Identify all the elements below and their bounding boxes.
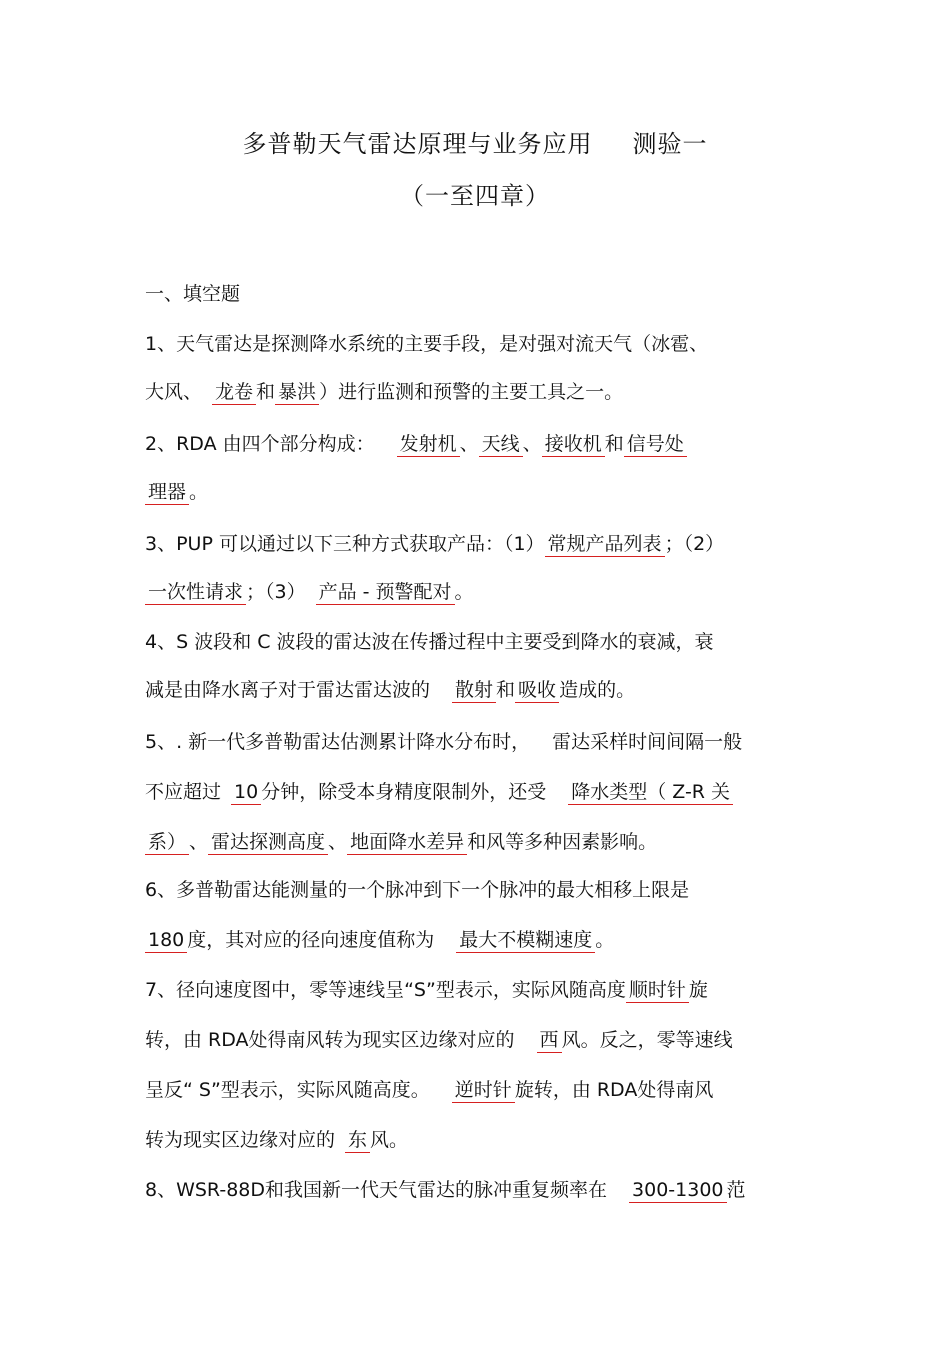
q8-line1 [145, 1176, 810, 1204]
q8-answer-1: 300-1300 [629, 1178, 726, 1203]
q7-text: 呈反“ S”型表示，实际风随高度。 [145, 1079, 430, 1101]
q4-text: 4、S 波段和 C 波段的雷达波在传播过程中主要受到降水的衰减，衰 [145, 631, 714, 653]
q5-line3 [145, 828, 810, 856]
q6-line1 [145, 876, 810, 904]
q4-line1 [145, 628, 810, 656]
q3-line1 [145, 530, 810, 558]
q2-answer-1: 发射机 [397, 432, 460, 457]
q5-text: 、 [189, 831, 209, 853]
q7-answer-2: 西 [537, 1028, 562, 1053]
q3-answer-3: 产品 - 预警配对 [316, 580, 455, 605]
doc-title-test: 测验一 [632, 130, 708, 158]
q8-text: 8、WSR-88D和我国新一代天气雷达的脉冲重复频率在 [145, 1179, 608, 1201]
q4-text: 造成的。 [559, 679, 636, 701]
q5-text: 不应超过 [145, 781, 222, 803]
q5-text: 5、. 新一代多普勒雷达估测累计降水分布时， [145, 731, 531, 753]
q4-text: 和 [496, 679, 516, 701]
q5-answer-1: 10 [231, 780, 261, 805]
q1-text: 1、天气雷达是探测降水系统的主要手段，是对强对流天气（冰雹、 [145, 333, 709, 355]
q2-text: 2、RDA 由四个部分构成： [145, 433, 375, 455]
q1-text: 和 [256, 381, 276, 403]
q7-text: 转，由 RDA处得南风转为现实区边缘对应的 [145, 1029, 515, 1051]
q7-line4 [145, 1126, 810, 1154]
q7-answer-3: 逆时针 [452, 1078, 515, 1103]
q2-text: 、 [522, 433, 542, 455]
q1-answer-2: 暴洪 [275, 380, 319, 405]
section-heading: 一、填空题 [145, 283, 241, 305]
q3-line2 [145, 578, 810, 606]
q2-line1 [145, 430, 810, 458]
q6-answer-2: 最大不模糊速度 [456, 928, 595, 953]
q4-line2 [145, 676, 810, 704]
q1-line1 [145, 330, 810, 358]
doc-title-main: 多普勒天气雷达原理与业务应用 [242, 130, 593, 158]
q7-answer-4: 东 [345, 1128, 370, 1153]
q7-text: 7、径向速度图中，零等速线呈“S”型表示，实际风随高度 [145, 979, 626, 1001]
q5-line2 [145, 778, 810, 806]
q5-text: 雷达采样时间间隔一般 [552, 731, 743, 753]
q2-answer-4-cont: 理器 [145, 480, 189, 505]
q3-answer-1: 常规产品列表 [545, 532, 665, 557]
q5-answer-2-cont: 系） [145, 830, 189, 855]
q6-line2 [145, 926, 810, 954]
q3-text: 3、PUP 可以通过以下三种方式获取产品：（1） [145, 533, 545, 555]
q5-text: 和风等多种因素影响。 [467, 831, 658, 853]
q2-text: 。 [189, 481, 209, 503]
q2-answer-2: 天线 [479, 432, 523, 457]
q7-line1 [145, 976, 810, 1004]
q5-line1 [145, 728, 810, 756]
q5-answer-4: 地面降水差异 [347, 830, 467, 855]
q8-text: 范 [726, 1179, 746, 1201]
q5-answer-3: 雷达探测高度 [208, 830, 328, 855]
q5-answer-2: 降水类型（ Z-R 关 [568, 780, 733, 805]
q6-text: 6、多普勒雷达能测量的一个脉冲到下一个脉冲的最大相移上限是 [145, 879, 690, 901]
q7-text: 风。 [370, 1129, 409, 1151]
q4-answer-1: 散射 [452, 678, 496, 703]
q7-answer-1: 顺时针 [626, 978, 689, 1003]
doc-subtitle: （一至四章） [400, 182, 550, 210]
q4-text: 减是由降水离子对于雷达雷达波的 [145, 679, 431, 701]
q7-text: 转为现实区边缘对应的 [145, 1129, 336, 1151]
q2-answer-4: 信号处 [624, 432, 687, 457]
q7-line2 [145, 1026, 810, 1054]
q7-text: 旋转，由 RDA处得南风 [514, 1079, 714, 1101]
q3-text: ；（3） [246, 581, 306, 603]
q6-answer-1: 180 [145, 928, 187, 953]
q3-answer-2: 一次性请求 [145, 580, 246, 605]
q2-answer-3: 接收机 [542, 432, 605, 457]
q5-text: 分钟，除受本身精度限制外，还受 [261, 781, 547, 803]
q2-text: 、 [459, 433, 479, 455]
q7-text: 风。反之，零等速线 [561, 1029, 733, 1051]
q7-text: 旋 [688, 979, 708, 1001]
q3-text: 。 [454, 581, 474, 603]
q1-text: 大风、 [145, 381, 203, 403]
doc-title [0, 124, 950, 159]
q1-line2 [145, 378, 810, 406]
q1-text: ）进行监测和预警的主要工具之一。 [319, 381, 624, 403]
q2-text: 和 [604, 433, 624, 455]
q5-text: 、 [328, 831, 348, 853]
q6-text: 。 [595, 929, 615, 951]
q1-answer-1: 龙卷 [212, 380, 256, 405]
q6-text: 度，其对应的径向速度值称为 [187, 929, 435, 951]
q2-line2 [145, 478, 810, 506]
q4-answer-2: 吸收 [515, 678, 559, 703]
q7-line3 [145, 1076, 810, 1104]
q3-text: ；（2） [664, 533, 725, 555]
